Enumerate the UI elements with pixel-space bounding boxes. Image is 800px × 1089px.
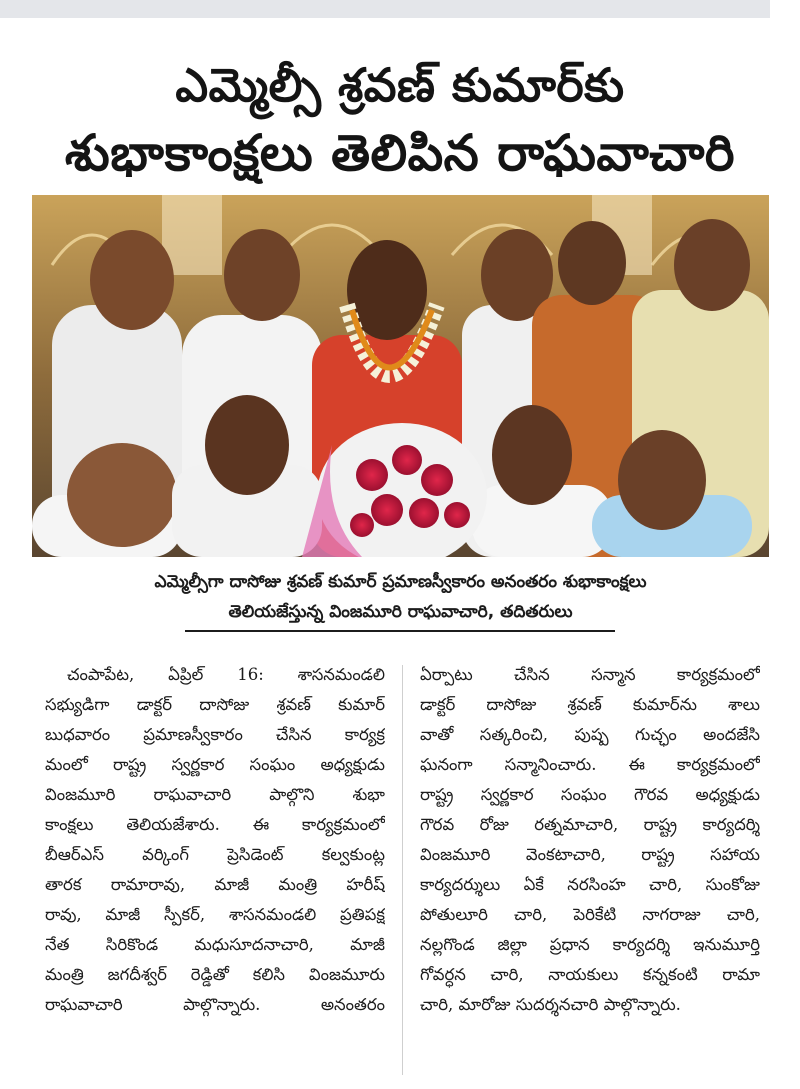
article-line: కార్యదర్శులు ఏకే నరసింహ చారి, సుంకోజు [420,875,760,894]
article-line: సభ్యుడిగా డాక్టర్ దాసోజు శ్రవణ్ కుమార్ [45,695,385,714]
article-line: మంత్రి జగదీశ్వర్ రెడ్డితో కలిసి వింజమూరు [45,965,385,984]
article-line: గౌరవ రోజు రత్నమాచారి, రాష్ట్ర కార్యదర్శి [420,815,760,834]
article-line: నల్లగొండ జిల్లా ప్రధాన కార్యదర్శి ఇనుమూర్తి [420,935,760,954]
article-line: ఏర్పాటు చేసిన సన్మాన కార్యక్రమంలో [420,665,760,684]
caption-line-2: తెలియజేస్తున్న వింజమూరి రాఘవాచారి, తదితరులు [228,602,573,622]
article-line: నేత సిరికొండ మధుసూదనాచారి, మాజీ [45,935,385,954]
article-line: వింజమూరి వెంకటాచారి, రాష్ట్ర సహాయ [420,845,760,864]
column-divider [402,665,403,1075]
caption-underline [185,630,615,632]
article-line: వింజమూరి రాఘవాచారి పాల్గొని శుభా [45,785,385,804]
article-line: ఘనంగా సన్మానించారు. ఈ కార్యక్రమంలో [420,755,760,774]
article-line: డాక్టర్ దాసోజు శ్రవణ్ కుమార్‌ను శాలు [420,695,760,714]
headline [20,52,780,188]
article-line: బుధవారం ప్రమాణస్వీకారం చేసిన కార్యక్ర [45,725,385,744]
headline-line-2: శుభాకాంక్షలు తెలిపిన రాఘవాచారి [64,124,736,182]
article-line: గోవర్ధన చారి, నాయకులు కన్నకంటి రామా [420,965,760,984]
article-line: తారక రామారావు, మాజీ మంత్రి హరీష్ [45,875,385,894]
article-line: వాతో సత్కరించి, పుష్ప గుచ్ఛం అందజేసి [420,725,760,744]
article-line: బీఆర్ఎస్ వర్కింగ్ ప్రెసిడెంట్ కల్వకుంట్ల [45,845,385,864]
article-line: మంలో రాష్ట్ర స్వర్ణకార సంఘం అధ్యక్షుడు [45,755,385,774]
article-column-right [420,660,760,1020]
article-line: పోతులూరి చారి, పెరికేటి నాగరాజు చారి, [420,905,760,924]
article-line: రాఘవాచారి పాల్గొన్నారు. అనంతరం [45,995,385,1014]
article-line: రాష్ట్ర స్వర్ణకార సంఘం గౌరవ అధ్యక్షుడు [420,785,760,804]
photo-caption [32,567,769,627]
caption-line-1: ఎమ్మెల్సీగా దాసోజు శ్రవణ్ కుమార్ ప్రమాణస్వీకారం అనంతరం శుభాకాంక్షలు [154,572,647,592]
news-photo [32,195,769,557]
top-strip [0,0,770,18]
article-column-left [45,660,385,1020]
article-line: రావు, మాజీ స్పీకర్, శాసనమండలి ప్రతిపక్ష [45,905,385,924]
headline-line-1: ఎమ్మెల్సీ శ్రవణ్ కుమార్‌కు [175,58,625,112]
article-line: చంపాపేట, ఏప్రిల్ 16: శాసనమండలి [67,665,385,684]
news-photo-illustration [32,195,769,557]
article-line: కాంక్షలు తెలియజేశారు. ఈ కార్యక్రమంలో [45,815,385,834]
article-line: చారి, మారోజు సుదర్శనచారి పాల్గొన్నారు. [420,995,681,1014]
